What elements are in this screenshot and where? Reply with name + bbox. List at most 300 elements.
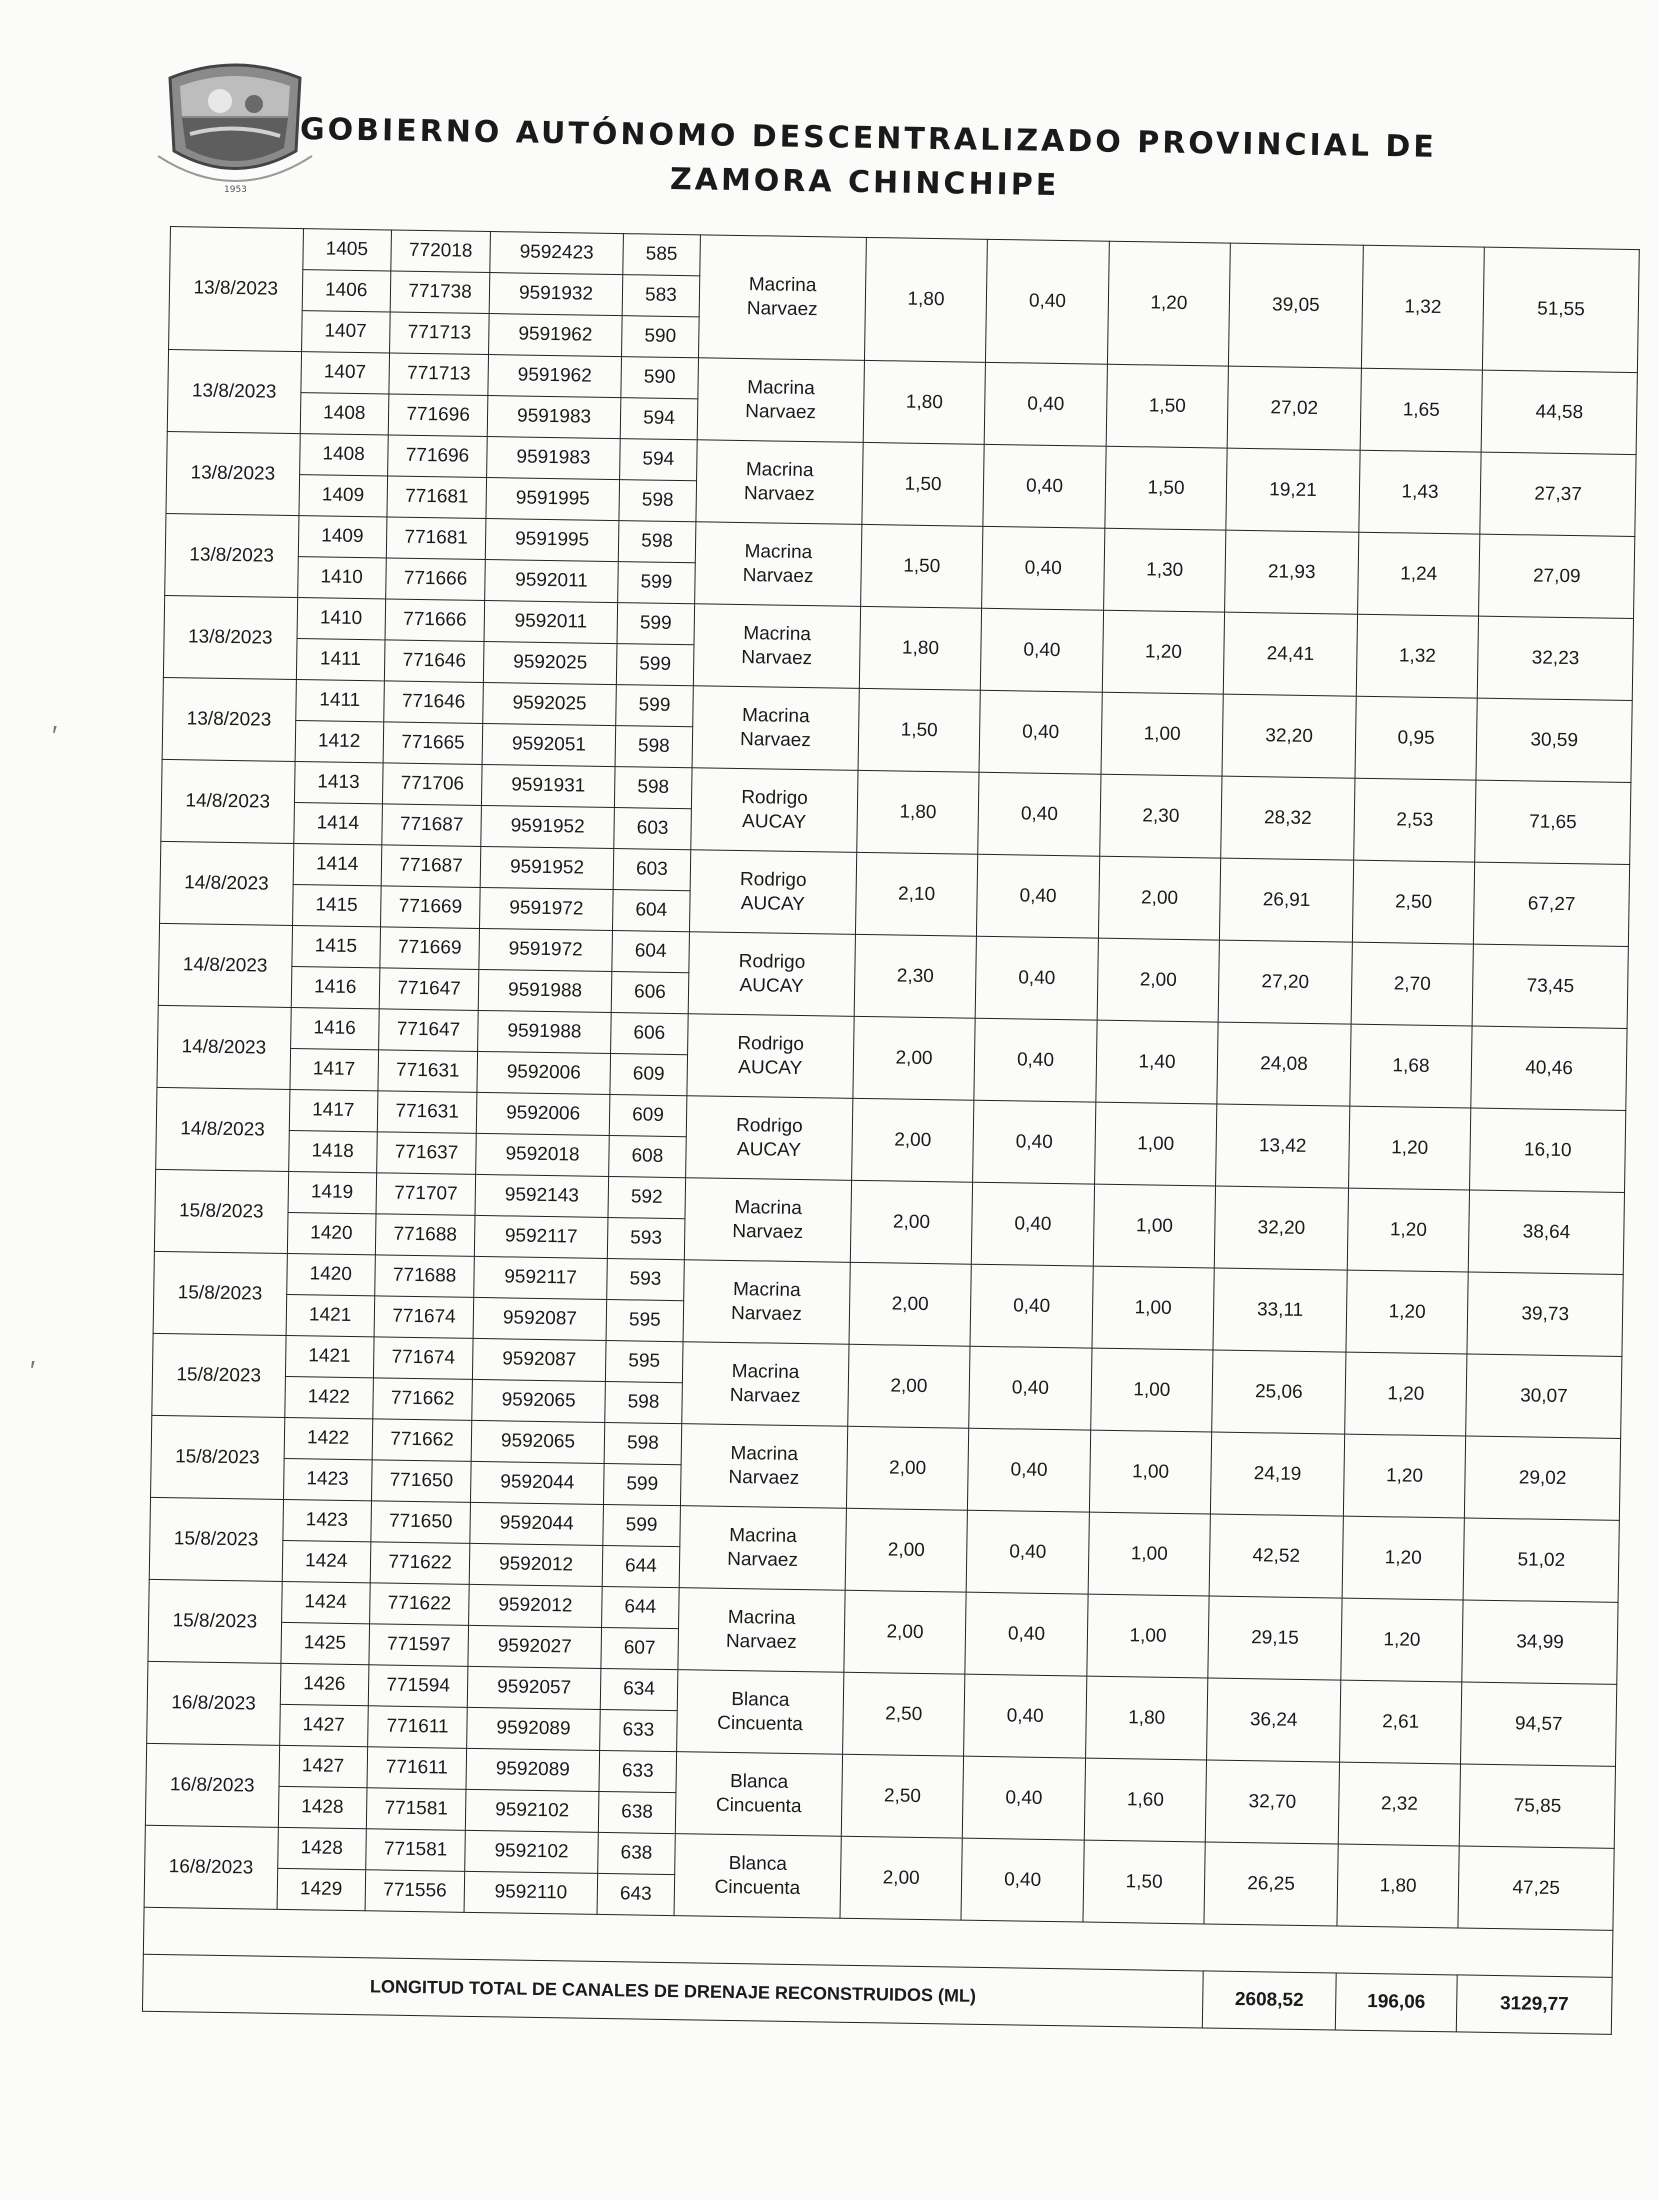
responsible-last-name: AUCAY [741, 810, 807, 833]
point-number: 1415 [291, 926, 380, 968]
point-number: 1416 [290, 1007, 379, 1049]
coord-y: 9591983 [487, 437, 620, 480]
coord-x: 771707 [376, 1173, 476, 1216]
point-number: 1409 [298, 516, 387, 558]
responsible-first-name: Blanca [731, 1688, 790, 1711]
measure-v4: 24,41 [1224, 612, 1358, 696]
responsible-name [692, 686, 859, 771]
coord-x: 771647 [378, 1009, 478, 1052]
point-number: 1424 [282, 1540, 371, 1582]
coord-y: 9592025 [483, 682, 616, 725]
responsible-last-name: Cincuenta [715, 1794, 802, 1817]
point-number: 1410 [297, 598, 386, 640]
responsible-last-name: AUCAY [740, 892, 806, 915]
point-number: 1429 [277, 1868, 366, 1910]
point-number: 1405 [302, 229, 391, 271]
coord-x: 771706 [382, 763, 482, 806]
point-number: 1408 [300, 393, 389, 435]
coord-x: 771688 [375, 1214, 475, 1257]
measure-v3: 1,50 [1106, 364, 1229, 448]
measure-v5: 2,32 [1338, 1762, 1461, 1846]
measure-v6: 32,23 [1478, 616, 1634, 700]
coord-x: 771713 [389, 353, 489, 396]
elevation: 644 [602, 1545, 680, 1587]
coord-x: 771611 [367, 1747, 467, 1790]
coord-y: 9591962 [489, 314, 622, 357]
measure-v4: 26,91 [1220, 858, 1354, 942]
measure-v3: 1,50 [1105, 446, 1228, 530]
measure-v1: 2,00 [840, 1836, 963, 1920]
coord-x: 771637 [377, 1132, 477, 1175]
point-number: 1415 [292, 885, 381, 927]
measure-v2: 0,40 [970, 1264, 1093, 1348]
point-number: 1407 [300, 352, 389, 394]
measure-v6: 29,02 [1465, 1436, 1621, 1520]
coord-x: 771674 [373, 1337, 473, 1380]
row-date: 15/8/2023 [148, 1579, 282, 1663]
measure-v2: 0,40 [981, 608, 1104, 692]
logo-year: 1953 [224, 185, 247, 195]
coord-y: 9591972 [479, 928, 612, 971]
row-date: 15/8/2023 [153, 1251, 287, 1335]
point-number: 1406 [302, 270, 391, 312]
measure-v1: 1,50 [860, 524, 983, 608]
elevation: 595 [605, 1340, 683, 1382]
measure-v2: 0,40 [983, 444, 1106, 528]
elevation: 593 [607, 1258, 685, 1300]
point-number: 1423 [283, 1458, 372, 1500]
coord-y: 9591952 [480, 846, 613, 889]
measure-v1: 2,50 [841, 1754, 964, 1838]
point-number: 1413 [294, 762, 383, 804]
coord-y: 9591952 [481, 805, 614, 848]
row-date: 13/8/2023 [165, 513, 299, 597]
coord-x: 771669 [380, 927, 480, 970]
measure-v1: 1,50 [858, 688, 981, 772]
measure-v6: 30,07 [1466, 1354, 1622, 1438]
measure-v1: 2,00 [844, 1590, 967, 1674]
measure-v3: 2,30 [1099, 774, 1222, 858]
coord-x: 771631 [377, 1091, 477, 1134]
responsible-name [688, 932, 855, 1017]
measure-v6: 39,73 [1467, 1272, 1623, 1356]
measure-v4: 24,19 [1211, 1432, 1345, 1516]
responsible-name [696, 440, 863, 525]
responsible-last-name: Narvaez [728, 1466, 800, 1489]
coord-x: 771696 [387, 435, 487, 478]
point-number: 1420 [286, 1253, 375, 1295]
responsible-last-name: Narvaez [739, 728, 811, 751]
measure-v4: 24,08 [1217, 1022, 1351, 1106]
responsible-first-name: Macrina [747, 376, 815, 399]
scan-mark: ′ [52, 720, 58, 751]
measure-v2: 0,40 [968, 1428, 1091, 1512]
responsible-last-name: AUCAY [739, 974, 804, 997]
coord-x: 771631 [378, 1050, 478, 1093]
coord-x: 771681 [387, 476, 487, 519]
coord-y: 9591962 [488, 355, 621, 398]
responsible-first-name: Macrina [744, 540, 813, 563]
measure-v4: 21,93 [1225, 530, 1359, 614]
measure-v5: 2,61 [1339, 1680, 1462, 1764]
row-date: 14/8/2023 [161, 759, 295, 843]
measure-v2: 0,40 [973, 1100, 1096, 1184]
row-date: 16/8/2023 [147, 1661, 281, 1745]
measure-v4: 32,70 [1205, 1760, 1339, 1844]
elevation: 633 [599, 1750, 677, 1792]
measure-v2: 0,40 [984, 362, 1107, 446]
measure-v3: 1,00 [1093, 1184, 1216, 1268]
coord-x: 771713 [389, 312, 489, 355]
measure-v5: 2,50 [1352, 860, 1475, 944]
coord-y: 9591988 [478, 1010, 611, 1053]
coord-y: 9592044 [471, 1461, 604, 1504]
coord-x: 771650 [371, 1460, 471, 1503]
measure-v2: 0,40 [979, 690, 1102, 774]
coord-y: 9592006 [477, 1051, 610, 1094]
measure-v6: 44,58 [1481, 370, 1637, 454]
measure-v5: 1,32 [1361, 245, 1484, 370]
point-number: 1408 [299, 434, 388, 476]
elevation: 592 [608, 1177, 686, 1219]
measure-v1: 1,80 [859, 606, 982, 690]
coord-x: 771646 [384, 640, 484, 683]
responsible-last-name: Narvaez [741, 646, 813, 669]
responsible-first-name: Rodrigo [739, 868, 807, 891]
row-date: 14/8/2023 [158, 923, 292, 1007]
responsible-name [697, 358, 864, 443]
coord-x: 771674 [374, 1296, 474, 1339]
responsible-last-name: Narvaez [743, 482, 815, 505]
responsible-first-name: Rodrigo [738, 950, 806, 973]
measure-v3: 1,00 [1094, 1102, 1217, 1186]
elevation: 606 [610, 1013, 688, 1055]
point-number: 1425 [280, 1622, 369, 1664]
measure-v6: 73,45 [1472, 944, 1628, 1028]
measure-v4: 29,15 [1208, 1596, 1342, 1680]
coord-x: 771687 [381, 845, 481, 888]
responsible-last-name: AUCAY [736, 1138, 802, 1161]
row-date: 16/8/2023 [144, 1825, 278, 1909]
point-number: 1407 [301, 311, 390, 353]
measure-v2: 0,40 [966, 1510, 1089, 1594]
coord-x: 771611 [368, 1706, 468, 1749]
point-number: 1426 [280, 1663, 369, 1705]
responsible-last-name: Cincuenta [717, 1712, 803, 1735]
row-date: 13/8/2023 [163, 595, 297, 679]
responsible-last-name: Narvaez [727, 1548, 799, 1571]
measure-v2: 0,40 [964, 1674, 1087, 1758]
row-date: 14/8/2023 [156, 1087, 290, 1171]
responsible-name [687, 1014, 854, 1099]
total-volume: 3129,77 [1457, 1975, 1613, 2034]
measure-v2: 0,40 [972, 1182, 1095, 1266]
row-date: 15/8/2023 [154, 1169, 288, 1253]
coord-y: 9592027 [468, 1625, 601, 1668]
responsible-first-name: Macrina [730, 1442, 799, 1465]
elevation: 598 [614, 767, 692, 809]
coord-y: 9592044 [470, 1502, 603, 1545]
measure-v1: 2,30 [854, 934, 977, 1018]
measure-v5: 0,95 [1355, 696, 1478, 780]
measure-v3: 1,50 [1083, 1840, 1206, 1924]
point-number: 1427 [279, 1745, 368, 1787]
measure-v3: 1,60 [1084, 1758, 1207, 1842]
elevation: 590 [621, 357, 699, 399]
point-number: 1412 [295, 721, 384, 763]
elevation: 594 [620, 398, 698, 440]
responsible-first-name: Blanca [729, 1770, 789, 1793]
responsible-name [679, 1506, 846, 1591]
measure-v5: 1,20 [1343, 1434, 1466, 1518]
measure-v4: 36,24 [1207, 1678, 1341, 1762]
point-number: 1428 [278, 1786, 367, 1828]
coord-x: 771662 [372, 1419, 472, 1462]
coord-y: 9592012 [469, 1584, 602, 1627]
measure-v5: 1,80 [1337, 1844, 1460, 1928]
responsible-name [682, 1342, 849, 1427]
coord-y: 9591988 [478, 969, 611, 1012]
point-number: 1422 [284, 1376, 373, 1418]
responsible-first-name: Macrina [727, 1606, 796, 1629]
row-date: 13/8/2023 [162, 677, 296, 761]
point-number: 1409 [298, 475, 387, 517]
measure-v5: 1,68 [1350, 1024, 1473, 1108]
measure-v1: 2,00 [846, 1426, 969, 1510]
responsible-last-name: Narvaez [725, 1630, 797, 1653]
responsible-first-name: Rodrigo [741, 786, 808, 809]
coord-x: 771696 [388, 394, 488, 437]
row-date: 16/8/2023 [145, 1743, 279, 1827]
coord-y: 9592102 [465, 1830, 598, 1873]
elevation: 599 [616, 644, 694, 686]
elevation: 595 [606, 1299, 684, 1341]
responsible-name [691, 768, 858, 853]
elevation: 599 [603, 1504, 681, 1546]
total-label: LONGITUD TOTAL DE CANALES DE DRENAJE RECONSTRUIDOS (ML) [142, 1954, 1203, 2028]
row-date: 15/8/2023 [149, 1497, 283, 1581]
coord-x: 771681 [386, 517, 486, 560]
point-number: 1416 [291, 966, 380, 1008]
coord-x: 771687 [382, 804, 482, 847]
measure-v6: 27,09 [1479, 534, 1635, 618]
total-area: 196,06 [1335, 1973, 1457, 2032]
row-date: 14/8/2023 [157, 1005, 291, 1089]
elevation: 644 [601, 1586, 679, 1628]
responsible-name [674, 1834, 841, 1919]
point-number: 1421 [286, 1294, 375, 1336]
measure-v3: 1,00 [1092, 1266, 1215, 1350]
measure-v1: 2,00 [853, 1016, 976, 1100]
coord-y: 9592006 [477, 1092, 610, 1135]
row-date: 13/8/2023 [167, 349, 301, 433]
responsible-first-name: Rodrigo [735, 1114, 803, 1137]
responsible-first-name: Macrina [734, 1196, 803, 1219]
coord-y: 9591972 [480, 887, 613, 930]
measure-v1: 1,80 [863, 360, 986, 444]
measure-v6: 94,57 [1461, 1682, 1617, 1766]
elevation: 609 [609, 1095, 687, 1137]
elevation: 590 [621, 316, 699, 358]
elevation: 633 [599, 1709, 677, 1751]
coord-y: 9592102 [466, 1789, 599, 1832]
elevation: 585 [623, 234, 701, 276]
coord-y: 9592065 [472, 1379, 605, 1422]
scan-mark: ′ [30, 1355, 36, 1386]
coord-y: 9591995 [486, 478, 619, 521]
coord-x: 771688 [375, 1255, 475, 1298]
measure-v6: 75,85 [1459, 1764, 1615, 1848]
measure-v5: 1,20 [1341, 1598, 1464, 1682]
coord-y: 9592025 [484, 641, 617, 684]
measure-v1: 2,00 [850, 1180, 973, 1264]
measure-v3: 1,00 [1101, 692, 1224, 776]
coord-x: 771646 [384, 681, 484, 724]
measure-v3: 1,00 [1087, 1594, 1210, 1678]
coord-x: 771662 [373, 1378, 473, 1421]
measure-v6: 47,25 [1458, 1846, 1614, 1930]
point-number: 1422 [284, 1417, 373, 1459]
point-number: 1428 [277, 1827, 366, 1869]
measure-v4: 19,21 [1226, 448, 1360, 532]
responsible-name [677, 1670, 844, 1755]
coord-x: 771597 [369, 1624, 469, 1667]
coord-x: 771622 [370, 1542, 470, 1585]
responsible-name [690, 850, 857, 935]
point-number: 1411 [295, 680, 384, 722]
elevation: 604 [612, 890, 690, 932]
measure-v6: 51,55 [1483, 247, 1640, 372]
coord-y: 9592110 [464, 1871, 597, 1914]
responsible-name [683, 1260, 850, 1345]
measure-v6: 16,10 [1470, 1108, 1626, 1192]
responsible-name [684, 1178, 851, 1263]
measure-v2: 0,40 [982, 526, 1105, 610]
responsible-last-name: Narvaez [745, 400, 817, 423]
responsible-first-name: Macrina [743, 622, 812, 645]
document-header [130, 50, 1650, 204]
responsible-first-name: Macrina [732, 1278, 801, 1301]
provincial-seal-logo [150, 56, 320, 196]
responsible-last-name: Narvaez [732, 1220, 804, 1243]
elevation: 598 [618, 521, 696, 563]
measure-v4: 32,20 [1222, 694, 1356, 778]
table-body [142, 227, 1639, 2035]
measure-v3: 1,30 [1103, 528, 1226, 612]
measure-v5: 2,70 [1351, 942, 1474, 1026]
measure-v6: 27,37 [1480, 452, 1636, 536]
measure-v2: 0,40 [965, 1592, 1088, 1676]
row-date: 13/8/2023 [169, 227, 303, 352]
responsible-first-name: Rodrigo [737, 1032, 805, 1055]
elevation: 604 [612, 931, 690, 973]
measure-v1: 2,00 [845, 1508, 968, 1592]
measure-v1: 2,10 [855, 852, 978, 936]
elevation: 598 [605, 1381, 683, 1423]
point-number: 1411 [296, 639, 385, 681]
responsible-last-name: Narvaez [729, 1384, 801, 1407]
point-number: 1421 [285, 1335, 374, 1377]
coord-y: 9592011 [485, 559, 618, 602]
responsible-name [693, 604, 860, 689]
elevation: 634 [600, 1668, 678, 1710]
elevation: 599 [617, 603, 695, 645]
measure-v6: 67,27 [1474, 862, 1630, 946]
measure-v1: 1,80 [864, 237, 987, 362]
row-date: 14/8/2023 [160, 841, 294, 925]
coord-y: 9592089 [466, 1748, 599, 1791]
measure-v1: 2,00 [849, 1262, 972, 1346]
measure-v2: 0,40 [969, 1346, 1092, 1430]
measure-v6: 51,02 [1463, 1518, 1619, 1602]
coord-x: 772018 [391, 230, 491, 273]
coord-y: 9592089 [467, 1707, 600, 1750]
coord-y: 9592087 [473, 1338, 606, 1381]
coord-x: 771669 [380, 886, 480, 929]
measure-v4: 27,02 [1227, 366, 1361, 450]
measure-v2: 0,40 [961, 1838, 1084, 1922]
elevation: 643 [597, 1873, 675, 1915]
drainage-channels-table [142, 226, 1640, 2035]
coord-x: 771556 [365, 1870, 465, 1913]
measure-v5: 1,20 [1344, 1352, 1467, 1436]
responsible-first-name: Macrina [745, 458, 814, 481]
point-number: 1417 [289, 1048, 378, 1090]
responsible-name [678, 1588, 845, 1673]
elevation: 598 [615, 726, 693, 768]
coord-x: 771666 [386, 558, 486, 601]
row-date: 13/8/2023 [166, 431, 300, 515]
coord-y: 9591983 [488, 396, 621, 439]
measure-v5: 1,43 [1359, 450, 1482, 534]
coord-x: 771581 [366, 1788, 466, 1831]
coord-x: 771594 [368, 1665, 468, 1708]
responsible-first-name: Macrina [748, 274, 817, 297]
responsible-last-name: Narvaez [730, 1302, 802, 1325]
measure-v5: 1,24 [1357, 532, 1480, 616]
measure-v4: 26,25 [1204, 1842, 1338, 1926]
elevation: 593 [607, 1217, 685, 1259]
coord-y: 9592012 [469, 1543, 602, 1586]
measure-v6: 38,64 [1468, 1190, 1624, 1274]
responsible-first-name: Macrina [731, 1360, 800, 1383]
elevation: 599 [617, 562, 695, 604]
measure-v6: 34,99 [1462, 1600, 1618, 1684]
measure-v5: 1,20 [1346, 1270, 1469, 1354]
coord-x: 771666 [385, 599, 485, 642]
measure-v2: 0,40 [975, 936, 1098, 1020]
total-length: 2608,52 [1203, 1971, 1336, 2030]
elevation: 583 [622, 275, 700, 317]
measure-v3: 2,00 [1097, 938, 1220, 1022]
point-number: 1419 [288, 1171, 377, 1213]
measure-v4: 33,11 [1213, 1268, 1347, 1352]
coord-y: 9592065 [471, 1420, 604, 1463]
measure-v6: 40,46 [1471, 1026, 1627, 1110]
responsible-first-name: Macrina [741, 704, 810, 727]
measure-v4: 27,20 [1218, 940, 1352, 1024]
responsible-name [695, 522, 862, 607]
measure-v5: 1,32 [1356, 614, 1479, 698]
measure-v3: 2,00 [1098, 856, 1221, 940]
elevation: 598 [619, 480, 697, 522]
measure-v3: 1,40 [1096, 1020, 1219, 1104]
responsible-last-name: Cincuenta [714, 1876, 801, 1899]
measure-v2: 0,40 [974, 1018, 1097, 1102]
elevation: 606 [611, 972, 689, 1014]
responsible-last-name: Narvaez [746, 298, 818, 321]
coord-y: 9592011 [484, 600, 617, 643]
